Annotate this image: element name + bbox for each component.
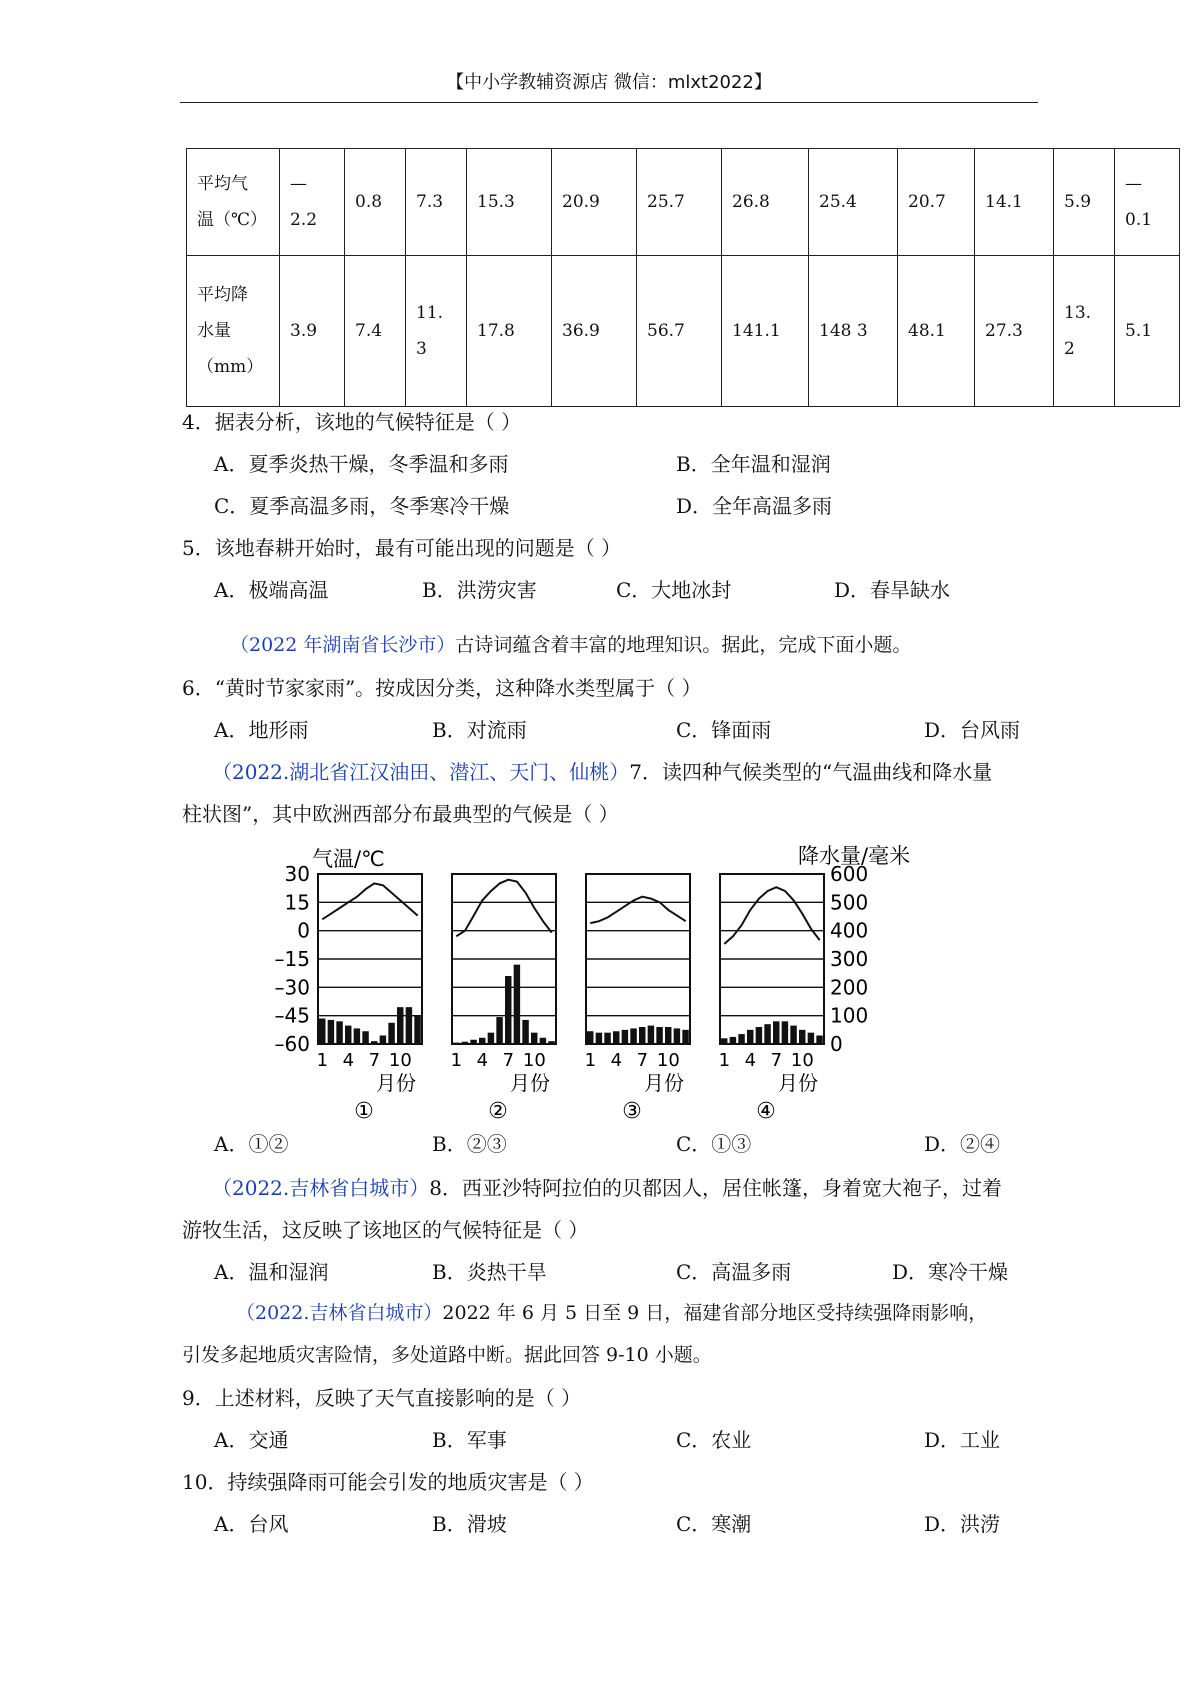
precip-bar [682, 1030, 688, 1044]
precip-bar [587, 1031, 593, 1044]
precip-bar [496, 1017, 502, 1044]
precip-bar [639, 1027, 645, 1044]
temp-cell-3: 7.3 [406, 149, 467, 256]
temp-cell-5: 20.9 [552, 149, 637, 256]
month-axis-label: 月份 [510, 1071, 550, 1095]
q9-option-c[interactable]: C．农业 [676, 1428, 752, 1452]
month-tick-label: 1 [316, 1050, 329, 1071]
q9-option-b[interactable]: B．军事 [432, 1428, 507, 1452]
temp-tick-label: –45 [274, 1003, 310, 1028]
temp-cell-9: 20.7 [898, 149, 975, 256]
q5-option-b[interactable]: B．洪涝灾害 [422, 578, 537, 602]
precip-bar [522, 1020, 528, 1044]
precip-bar [548, 1041, 554, 1044]
precip-bar [756, 1027, 762, 1044]
panel-number-label: ④ [756, 1099, 776, 1124]
q4-option-a[interactable]: A．夏季炎热干燥，冬季温和多雨 [214, 452, 509, 476]
q4-option-c[interactable]: C．夏季高温多雨，冬季寒冷干燥 [214, 494, 510, 518]
q8-option-a[interactable]: A．温和湿润 [214, 1260, 329, 1284]
question-9-stem: 9．上述材料，反映了天气直接影响的是（ ） [182, 1386, 582, 1410]
temp-cell-2: 0.8 [345, 149, 406, 256]
temp-cell-4: 15.3 [467, 149, 552, 256]
question-4-stem: 4．据表分析，该地的气候特征是（ ） [182, 410, 522, 434]
q10-option-c[interactable]: C．寒潮 [676, 1512, 752, 1536]
precip-bar [388, 1023, 394, 1044]
precipitation-row [187, 256, 1180, 407]
precip-bar [531, 1033, 537, 1044]
precip-bar [630, 1028, 636, 1044]
q6-option-c[interactable]: C．锋面雨 [676, 718, 772, 742]
q9-option-a[interactable]: A．交通 [214, 1428, 289, 1452]
temperature-curve [456, 880, 551, 937]
intro-9-line1: （2022.吉林省白城市）2022 年 6 月 5 日至 9 日，福建省部分地区受持续强降雨影响， [236, 1302, 988, 1324]
temperature-curve [322, 883, 417, 919]
temp-tick-label: 0 [297, 918, 310, 943]
precip-cell-4: 17.8 [467, 256, 552, 407]
climograph-panels [275, 862, 869, 1124]
q5-option-d[interactable]: D．春旱缺水 [834, 578, 951, 602]
precip-tick-label: 500 [830, 890, 869, 915]
question-5-stem: 5．该地春耕开始时，最有可能出现的问题是（ ） [182, 536, 622, 560]
temp-tick-label: 30 [284, 862, 310, 886]
q10-option-b[interactable]: B．滑坡 [432, 1512, 507, 1536]
precip-bar [782, 1021, 788, 1044]
q6-option-a[interactable]: A．地形雨 [214, 718, 309, 742]
temp-cell-7: 26.8 [722, 149, 809, 256]
q10-option-d[interactable]: D．洪涝 [924, 1512, 1001, 1536]
precip-bar [721, 1038, 727, 1044]
q4-option-d[interactable]: D．全年高温多雨 [676, 494, 833, 518]
q7-option-b[interactable]: B．②③ [432, 1132, 507, 1156]
month-tick-label: 7 [770, 1050, 783, 1071]
q7-option-c[interactable]: C．①③ [676, 1132, 752, 1156]
precip-bar [371, 1041, 377, 1044]
intro-9-source: （2022.吉林省白城市） [236, 1302, 443, 1324]
climograph-figure [274, 838, 920, 1124]
precip-bar [738, 1034, 744, 1044]
intro-9-line2: 引发多起地质灾害险情，多处道路中断。据此回答 9-10 小题。 [182, 1344, 712, 1366]
precipitation-axis-label: 降水量/毫米 [798, 844, 911, 868]
precip-bar [336, 1021, 342, 1044]
month-tick-label: 4 [342, 1050, 355, 1071]
temp-tick-label: –15 [274, 947, 310, 971]
precip-bar [799, 1030, 805, 1044]
month-tick-label: 4 [476, 1050, 489, 1071]
q6-option-b[interactable]: B．对流雨 [432, 718, 527, 742]
q5-option-a[interactable]: A．极端高温 [214, 578, 329, 602]
precip-cell-7: 141.1 [722, 256, 809, 407]
precip-bar [656, 1027, 662, 1044]
month-tick-label: 10 [656, 1050, 680, 1071]
q8-option-d[interactable]: D．寒冷干燥 [892, 1260, 1009, 1284]
precip-tick-label: 300 [830, 947, 869, 971]
precip-bar [648, 1026, 654, 1044]
precip-bar [345, 1026, 351, 1044]
precip-bar [470, 1040, 476, 1044]
month-tick-label: 7 [636, 1050, 649, 1071]
temp-cell-8: 25.4 [809, 149, 898, 256]
month-tick-label: 1 [450, 1050, 463, 1071]
question-7-line1: （2022.湖北省江汉油田、潜江、天门、仙桃）7．读四种气候类型的“气温曲线和降水量 [212, 760, 993, 784]
precip-bar [319, 1019, 325, 1045]
temperature-curve [590, 897, 685, 923]
precip-tick-label: 100 [830, 1003, 869, 1028]
month-tick-label: 10 [522, 1050, 546, 1071]
precip-bar [540, 1038, 546, 1044]
q9-option-d[interactable]: D．工业 [924, 1428, 1001, 1452]
precip-cell-2: 7.4 [345, 256, 406, 407]
precip-bar [674, 1028, 680, 1044]
temperature-curve [724, 887, 819, 944]
precip-bar [665, 1027, 671, 1044]
precip-bar [790, 1026, 796, 1044]
intro-6-source: （2022 年湖南省长沙市） [230, 634, 456, 656]
q6-option-d[interactable]: D．台风雨 [924, 718, 1021, 742]
month-axis-label: 月份 [778, 1071, 818, 1095]
precip-bar [414, 1016, 420, 1044]
precip-bar [730, 1037, 736, 1044]
month-tick-label: 1 [584, 1050, 597, 1071]
q7-option-a[interactable]: A．①② [214, 1132, 289, 1156]
question-8-line2: 游牧生活，这反映了该地区的气候特征是（ ） [182, 1218, 589, 1242]
precip-bar [622, 1030, 628, 1044]
month-tick-label: 10 [388, 1050, 412, 1071]
precip-bar [604, 1033, 610, 1044]
precip-bar [764, 1024, 770, 1044]
temp-cell-10: 14.1 [975, 149, 1054, 256]
q4-option-b[interactable]: B．全年温和湿润 [676, 452, 831, 476]
month-tick-label: 1 [718, 1050, 731, 1071]
climograph-panel-1 [317, 874, 422, 1124]
temperature-axis-label: 气温/℃ [312, 847, 385, 871]
temp-cell-6: 25.7 [637, 149, 722, 256]
precip-bar [406, 1007, 412, 1044]
precip-bar [808, 1033, 814, 1044]
q7-option-d[interactable]: D．②④ [924, 1132, 1001, 1156]
temp-tick-label: –60 [274, 1032, 310, 1056]
precip-cell-8: 148 3 [809, 256, 898, 407]
month-axis-label: 月份 [644, 1071, 684, 1095]
precip-tick-label: 0 [830, 1032, 843, 1056]
precip-bar [462, 1042, 468, 1044]
precip-bar [613, 1031, 619, 1044]
question-8-line1: （2022.吉林省白城市）8．西亚沙特阿拉伯的贝都因人，居住帐篷，身着宽大袍子，过着 [212, 1176, 1002, 1200]
precip-cell-3: 11. 3 [406, 256, 467, 407]
climograph-panel-4 [719, 874, 824, 1124]
temp-tick-label: 15 [284, 890, 310, 915]
precip-bar [514, 965, 520, 1044]
precip-cell-10: 27.3 [975, 256, 1054, 407]
temp-cell-1: — 2.2 [280, 149, 345, 256]
temperature-row [187, 149, 1180, 256]
precip-bar [328, 1020, 334, 1044]
q8-source: （2022.吉林省白城市） [212, 1176, 430, 1200]
precip-cell-11: 13. 2 [1054, 256, 1115, 407]
precip-bar [380, 1036, 386, 1045]
climate-table [186, 148, 1180, 407]
month-tick-label: 7 [368, 1050, 381, 1071]
precip-cell-9: 48.1 [898, 256, 975, 407]
panel-number-label: ② [488, 1099, 508, 1124]
month-tick-label: 4 [744, 1050, 757, 1071]
header-divider [180, 102, 1038, 103]
precip-bar [488, 1033, 494, 1044]
temp-cell-12: — 0.1 [1115, 149, 1180, 256]
climograph-panel-2 [451, 874, 556, 1124]
month-axis-label: 月份 [376, 1071, 416, 1095]
q8-option-c[interactable]: C．高温多雨 [676, 1260, 792, 1284]
precip-bar [747, 1030, 753, 1044]
climograph-panel-3 [585, 874, 690, 1124]
month-tick-label: 10 [790, 1050, 814, 1071]
precip-cell-5: 36.9 [552, 256, 637, 407]
q5-option-c[interactable]: C．大地冰封 [616, 578, 732, 602]
question-6-stem: 6．“黄时节家家雨”。按成因分类，这种降水类型属于（ ） [182, 676, 702, 700]
page-header: 【中小学教辅资源店 微信：mlxt2022】 [446, 72, 772, 93]
precip-tick-label: 400 [830, 918, 869, 943]
precip-bar [773, 1021, 779, 1044]
precip-tick-label: 200 [830, 975, 869, 1000]
precip-cell-1: 3.9 [280, 256, 345, 407]
precip-tick-label: 600 [830, 862, 869, 886]
precip-cell-6: 56.7 [637, 256, 722, 407]
question-7-line2: 柱状图”，其中欧洲西部分布最典型的气候是（ ） [182, 802, 619, 826]
panel-number-label: ① [354, 1099, 374, 1124]
panel-number-label: ③ [622, 1099, 642, 1124]
month-tick-label: 7 [502, 1050, 515, 1071]
precip-bar [362, 1031, 368, 1044]
q7-source: （2022.湖北省江汉油田、潜江、天门、仙桃） [212, 760, 630, 784]
precip-bar [816, 1036, 822, 1045]
precip-bar [354, 1028, 360, 1044]
month-tick-label: 4 [610, 1050, 623, 1071]
intro-6 [230, 630, 911, 657]
q8-option-b[interactable]: B．炎热干旱 [432, 1260, 547, 1284]
precip-bar [479, 1038, 485, 1044]
temperature-label: 平均气 温（℃） [187, 149, 280, 256]
precip-bar [397, 1007, 403, 1044]
question-10-stem: 10．持续强降雨可能会引发的地质灾害是（ ） [182, 1470, 594, 1494]
precip-bar [453, 1043, 459, 1044]
temp-tick-label: –30 [274, 975, 310, 1000]
precip-bar [505, 976, 511, 1044]
precip-cell-12: 5.1 [1115, 256, 1180, 407]
precip-bar [596, 1033, 602, 1044]
precipitation-label: 平均降 水量 （mm） [187, 256, 280, 407]
intro-6-text: 古诗词蕴含着丰富的地理知识。据此，完成下面小题。 [455, 634, 912, 656]
q10-option-a[interactable]: A．台风 [214, 1512, 289, 1536]
temp-cell-11: 5.9 [1054, 149, 1115, 256]
